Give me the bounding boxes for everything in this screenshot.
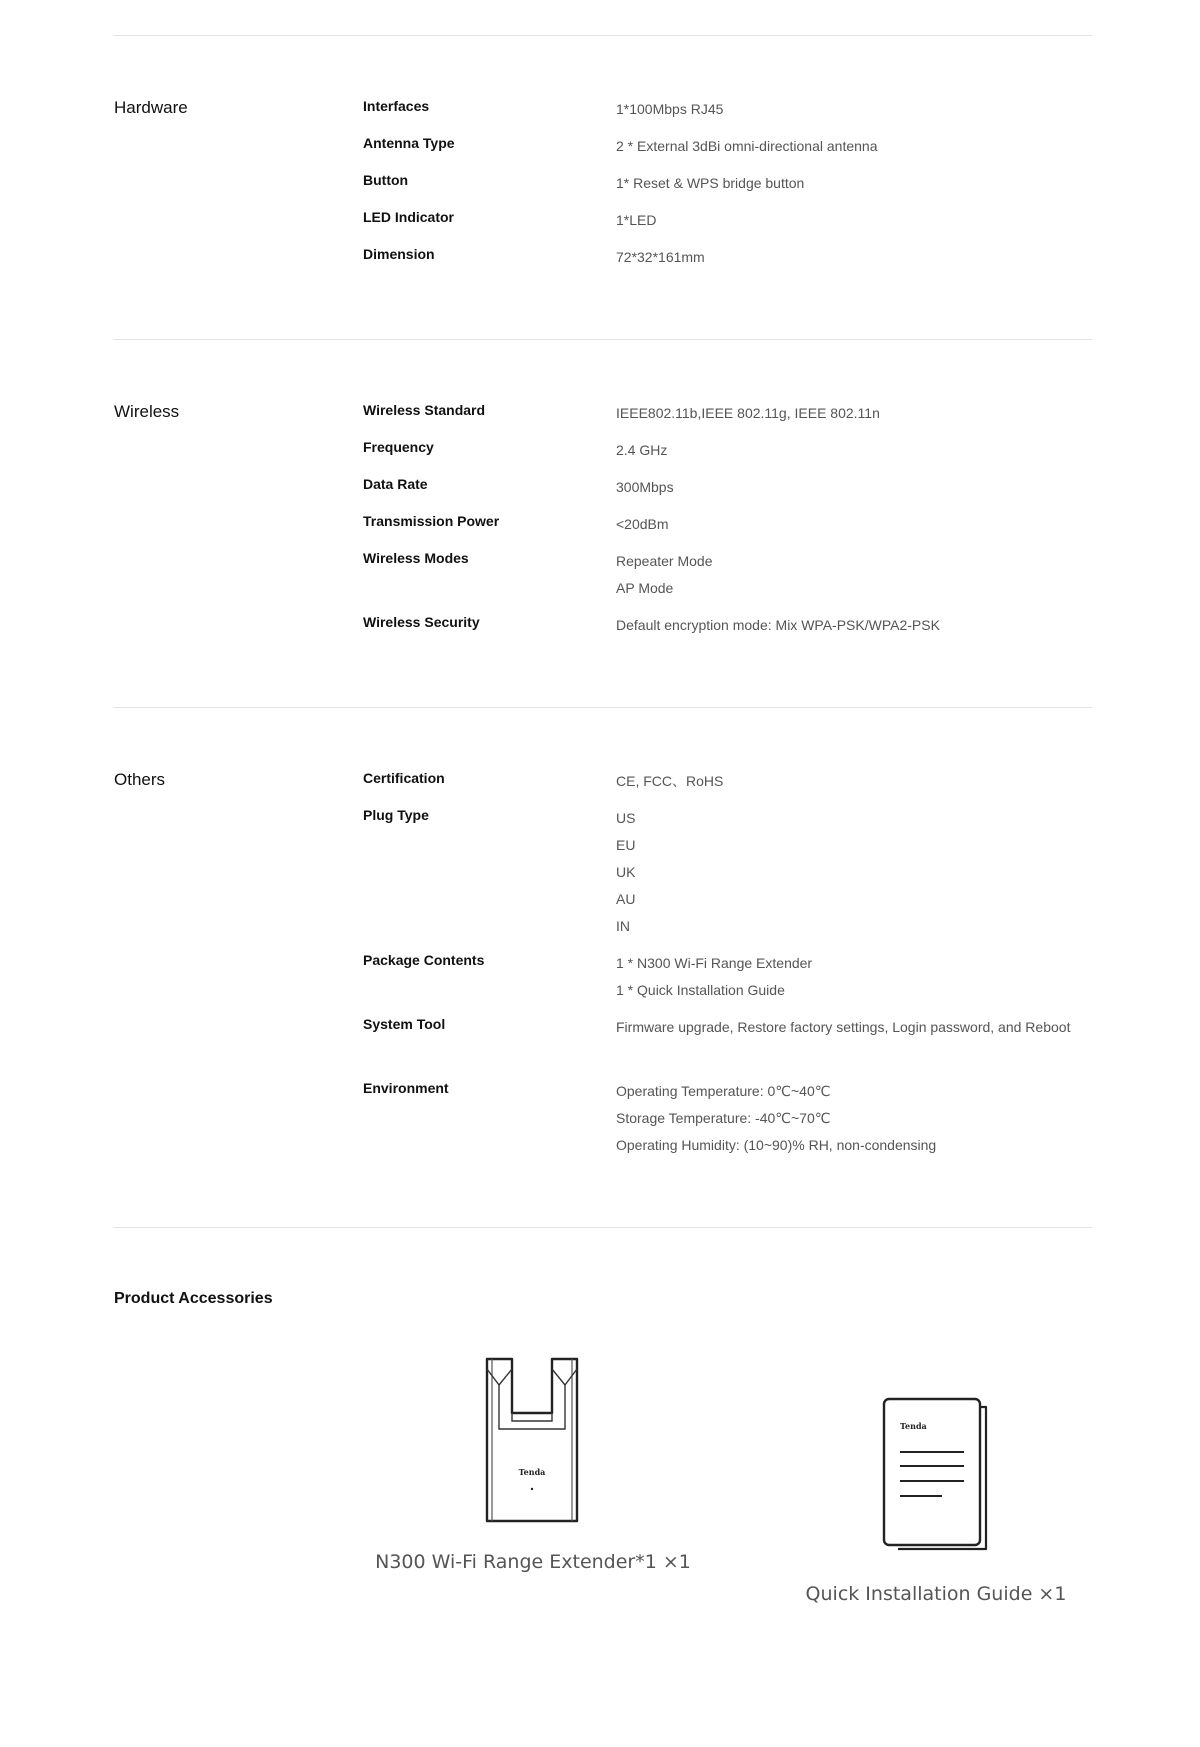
spec-value-line: Operating Temperature: 0℃~40℃ (616, 1083, 831, 1099)
spec-value-line: Default encryption mode: Mix WPA-PSK/WPA2-PSK (616, 617, 940, 633)
section-title: Wireless (114, 402, 180, 421)
spec-label: Transmission Power (363, 513, 500, 529)
spec-value-line: Firmware upgrade, Restore factory settings, Login password, and Reboot (616, 1019, 1071, 1035)
section-title: Hardware (114, 98, 188, 117)
spec-label: Wireless Security (363, 614, 480, 630)
spec-rows (363, 768, 1092, 1169)
spec-value-line: Storage Temperature: -40℃~70℃ (616, 1110, 831, 1126)
spec-row (363, 950, 1092, 1014)
spec-value-line: IN (616, 918, 630, 934)
spec-rows (363, 96, 1092, 281)
spec-label: Data Rate (363, 476, 428, 492)
spec-value (616, 548, 1092, 602)
accessory-installation-guide (786, 1395, 1086, 1605)
accessory-range-extender (358, 1355, 708, 1573)
spec-row (363, 474, 1092, 511)
spec-row (363, 805, 1092, 950)
spec-value (616, 133, 1092, 160)
section-divider (114, 35, 1092, 36)
spec-row (363, 1014, 1092, 1078)
spec-value-line: 300Mbps (616, 479, 674, 495)
spec-value (616, 207, 1092, 234)
spec-label: Package Contents (363, 952, 485, 968)
spec-row (363, 207, 1092, 244)
accessory-caption: N300 Wi-Fi Range Extender*1 ×1 (375, 1551, 691, 1573)
installation-guide-icon (878, 1395, 994, 1555)
spec-row (363, 511, 1092, 548)
spec-label: System Tool (363, 1016, 446, 1032)
spec-row (363, 244, 1092, 281)
spec-label: Certification (363, 770, 445, 786)
spec-label: Antenna Type (363, 135, 455, 151)
spec-row (363, 437, 1092, 474)
spec-value-line: 1*LED (616, 212, 657, 228)
spec-value (616, 768, 1092, 795)
spec-value (616, 950, 1092, 1004)
spec-value-line: 1 * N300 Wi-Fi Range Extender (616, 955, 813, 971)
spec-value (616, 400, 1092, 427)
spec-value-line: 2.4 GHz (616, 442, 668, 458)
accessory-caption: Quick Installation Guide ×1 (805, 1583, 1067, 1605)
section-divider (114, 339, 1092, 340)
spec-value (616, 170, 1092, 197)
spec-value-line: AP Mode (616, 580, 674, 596)
spec-value-line: 72*32*161mm (616, 249, 705, 265)
spec-value (616, 511, 1092, 538)
spec-value-line: US (616, 810, 636, 826)
spec-row (363, 612, 1092, 649)
spec-value-line: Operating Humidity: (10~90)% RH, non-condensing (616, 1137, 937, 1153)
section-divider (114, 1227, 1092, 1228)
spec-label: Frequency (363, 439, 434, 455)
spec-value-line: IEEE802.11b,IEEE 802.11g, IEEE 802.11n (616, 405, 880, 421)
spec-value (616, 805, 1092, 940)
spec-value (616, 96, 1092, 123)
spec-row (363, 170, 1092, 207)
spec-label: Wireless Modes (363, 550, 469, 566)
spec-value (616, 1014, 1092, 1041)
spec-value-line: UK (616, 864, 636, 880)
spec-value (616, 474, 1092, 501)
spec-value-line: 1*100Mbps RJ45 (616, 101, 724, 117)
brand-logo-text: Tenda (900, 1421, 927, 1431)
spec-value-line: CE, FCC、RoHS (616, 773, 724, 789)
spec-value-line: 1 * Quick Installation Guide (616, 982, 785, 998)
spec-value (616, 437, 1092, 464)
spec-value (616, 244, 1092, 271)
spec-value (616, 612, 1092, 639)
spec-row (363, 1078, 1092, 1169)
section-divider (114, 707, 1092, 708)
accessories-title: Product Accessories (114, 1290, 273, 1307)
spec-row (363, 548, 1092, 612)
spec-label: Button (363, 172, 409, 188)
spec-label: Plug Type (363, 807, 429, 823)
spec-label: Interfaces (363, 98, 430, 114)
spec-row (363, 768, 1092, 805)
spec-row (363, 96, 1092, 133)
spec-value-line: Repeater Mode (616, 553, 713, 569)
spec-value-line: 2 * External 3dBi omni-directional antenna (616, 138, 878, 154)
spec-row (363, 400, 1092, 437)
spec-row (363, 133, 1092, 170)
range-extender-icon (483, 1355, 583, 1525)
spec-label: LED Indicator (363, 209, 455, 225)
spec-value-line: EU (616, 837, 636, 853)
spec-label: Environment (363, 1080, 449, 1096)
spec-value-line: AU (616, 891, 636, 907)
spec-value (616, 1078, 1092, 1159)
spec-value-line: <20dBm (616, 516, 669, 532)
spec-label: Dimension (363, 246, 435, 262)
spec-rows (363, 400, 1092, 649)
spec-label: Wireless Standard (363, 402, 486, 418)
brand-logo-text: Tenda (518, 1467, 546, 1477)
section-title: Others (114, 770, 166, 789)
spec-value-line: 1* Reset & WPS bridge button (616, 175, 805, 191)
